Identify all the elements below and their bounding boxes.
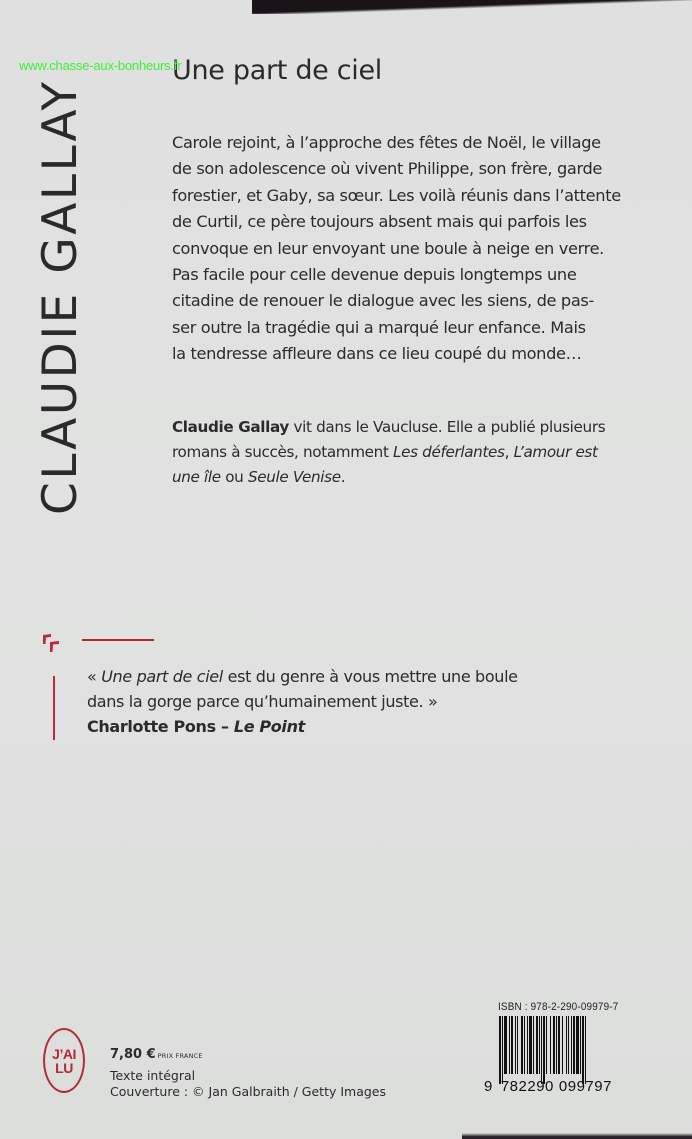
quote-open-mark: « (87, 667, 102, 686)
blurb-line: ser outre la tragédie qui a marqué leur enfance. Mais (172, 317, 586, 337)
bio-book-title: une île (172, 468, 221, 486)
barcode-bar (586, 1016, 588, 1074)
bio-line (172, 415, 642, 440)
blurb-line: de Curtil, ce père toujours absent mais qui parfois les (172, 212, 587, 232)
author-bio (172, 415, 642, 490)
bio-book-title: Les déferlantes (393, 443, 505, 461)
blurb-line: Carole rejoint, à l’approche des fêtes de Noël, le village (172, 133, 601, 152)
blurb-line: Pas facile pour celle devenue depuis longtemps une (172, 265, 577, 285)
blurb-paragraph (172, 130, 632, 368)
bio-text: ou (220, 468, 248, 486)
blurb-line: citadine de renouer le dialogue avec les siens, de pas- (172, 291, 594, 311)
bio-line (172, 465, 642, 490)
barcode-group-right: 099797 (558, 1078, 612, 1095)
logo-line: LU (55, 1059, 73, 1076)
book-title: Une part de ciel (172, 55, 383, 86)
price-label: PRIX FRANCE (157, 1052, 203, 1060)
quote-text: est du genre à vous mettre une boule (222, 667, 518, 686)
logo-line: J’AI (52, 1045, 76, 1062)
cover-credit: Couverture : © Jan Galbraith / Getty Images (110, 1084, 386, 1099)
press-quote (87, 664, 607, 739)
quote-divider-rule (82, 639, 154, 641)
publisher-logo (43, 1028, 85, 1093)
bio-text: , (504, 443, 514, 461)
blurb-line: convoque en leur envoyant une boule à neige en verre. (172, 238, 604, 258)
isbn-label: ISBN : 978-2-290-09979-7 (498, 1001, 619, 1013)
bio-text: . (340, 468, 346, 486)
quote-line: dans la gorge parce qu’humainement juste. » (87, 692, 438, 711)
bio-author-name: Claudie Gallay (172, 418, 289, 436)
quote-mark-icon (42, 633, 64, 655)
barcode-digits (484, 1078, 612, 1095)
barcode-group-left: 782290 (500, 1078, 554, 1095)
quote-critic: Charlotte Pons – (87, 717, 234, 736)
spine-author-name: CLAUDIE GALLAY (33, 79, 88, 515)
bio-text: vit dans le Vaucluse. Elle a publié plusieurs (289, 418, 606, 436)
blurb-line: de son adolescence où vivent Philippe, son frère, garde (172, 159, 603, 179)
price-amount: 7,80 € (110, 1047, 156, 1062)
quote-publication: Le Point (233, 717, 305, 736)
price (110, 1047, 203, 1062)
quote-line (87, 664, 607, 689)
barcode-digit-first: 9 (484, 1078, 493, 1095)
quote-attribution (87, 714, 607, 739)
credits (110, 1068, 386, 1100)
bio-book-title: L’amour est (513, 443, 598, 461)
barcode (499, 1016, 634, 1083)
watermark-url[interactable]: www.chasse-aux-bonheurs.fr (19, 58, 182, 73)
cover-bottom-edge-shadow (462, 1133, 692, 1139)
bio-text: romans à succès, notamment (172, 443, 394, 461)
blurb-line: la tendresse affleure dans ce lieu coupé du monde… (172, 344, 582, 364)
cover-top-edge-shadow (252, 0, 692, 14)
quote-vertical-bar (53, 676, 55, 740)
edition-note: Texte intégral (110, 1068, 196, 1083)
quote-book-title: Une part de ciel (101, 667, 223, 686)
bio-line (172, 440, 642, 465)
blurb-line: forestier, et Gaby, sa sœur. Les voilà réunis dans l’attente (172, 185, 621, 205)
bio-book-title: Seule Venise (247, 468, 341, 486)
